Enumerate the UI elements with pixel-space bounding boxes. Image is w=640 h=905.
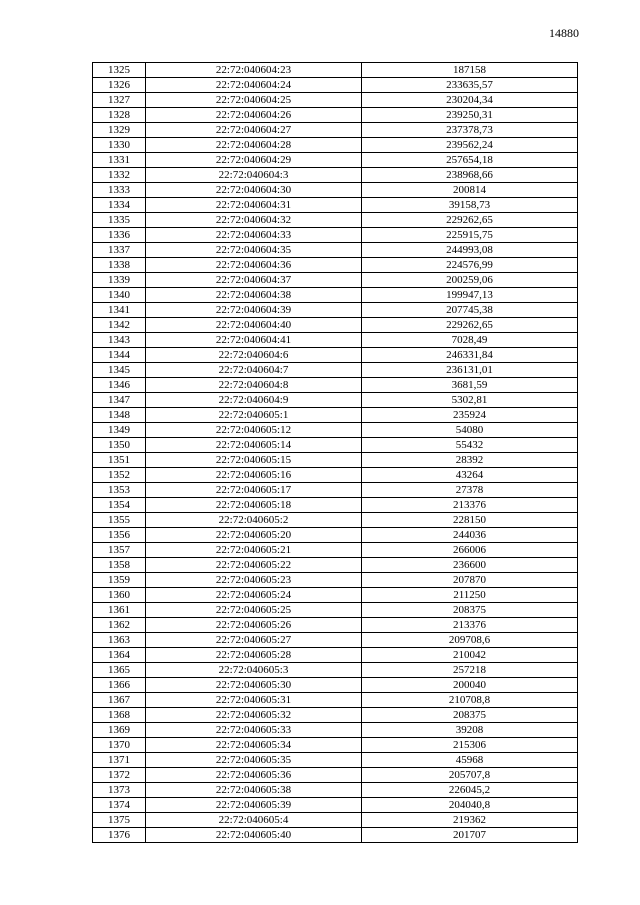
table-row — [93, 468, 578, 483]
row-number-cell: 1340 — [93, 288, 146, 303]
table-row — [93, 363, 578, 378]
table-row — [93, 768, 578, 783]
cadastral-number-cell: 22:72:040605:33 — [146, 723, 362, 738]
cadastral-number-cell: 22:72:040604:33 — [146, 228, 362, 243]
row-number-cell: 1353 — [93, 483, 146, 498]
cadastral-number-cell: 22:72:040605:30 — [146, 678, 362, 693]
value-cell: 219362 — [362, 813, 578, 828]
cadastral-number-cell: 22:72:040604:9 — [146, 393, 362, 408]
value-cell: 204040,8 — [362, 798, 578, 813]
row-number-cell: 1350 — [93, 438, 146, 453]
value-cell: 236131,01 — [362, 363, 578, 378]
cadastral-number-cell: 22:72:040604:7 — [146, 363, 362, 378]
value-cell: 229262,65 — [362, 318, 578, 333]
table-row — [93, 738, 578, 753]
table-row — [93, 303, 578, 318]
value-cell: 246331,84 — [362, 348, 578, 363]
row-number-cell: 1335 — [93, 213, 146, 228]
table-row — [93, 648, 578, 663]
row-number-cell: 1352 — [93, 468, 146, 483]
table-row — [93, 273, 578, 288]
table-body — [93, 63, 578, 843]
table-row — [93, 513, 578, 528]
table-row — [93, 378, 578, 393]
cadastral-number-cell: 22:72:040605:34 — [146, 738, 362, 753]
cadastral-number-cell: 22:72:040604:39 — [146, 303, 362, 318]
row-number-cell: 1359 — [93, 573, 146, 588]
value-cell: 228150 — [362, 513, 578, 528]
table-row — [93, 828, 578, 843]
cadastral-number-cell: 22:72:040604:35 — [146, 243, 362, 258]
row-number-cell: 1345 — [93, 363, 146, 378]
value-cell: 244036 — [362, 528, 578, 543]
table-row — [93, 663, 578, 678]
cadastral-number-cell: 22:72:040604:28 — [146, 138, 362, 153]
value-cell: 215306 — [362, 738, 578, 753]
table-row — [93, 708, 578, 723]
value-cell: 54080 — [362, 423, 578, 438]
table-row — [93, 693, 578, 708]
row-number-cell: 1331 — [93, 153, 146, 168]
value-cell: 226045,2 — [362, 783, 578, 798]
cadastral-number-cell: 22:72:040605:26 — [146, 618, 362, 633]
table-row — [93, 453, 578, 468]
table-row — [93, 528, 578, 543]
cadastral-number-cell: 22:72:040604:40 — [146, 318, 362, 333]
cadastral-number-cell: 22:72:040605:12 — [146, 423, 362, 438]
row-number-cell: 1325 — [93, 63, 146, 78]
value-cell: 239562,24 — [362, 138, 578, 153]
row-number-cell: 1374 — [93, 798, 146, 813]
table-row — [93, 588, 578, 603]
table-row — [93, 153, 578, 168]
row-number-cell: 1363 — [93, 633, 146, 648]
cadastral-number-cell: 22:72:040604:29 — [146, 153, 362, 168]
row-number-cell: 1354 — [93, 498, 146, 513]
cadastral-number-cell: 22:72:040605:1 — [146, 408, 362, 423]
row-number-cell: 1369 — [93, 723, 146, 738]
cadastral-number-cell: 22:72:040605:38 — [146, 783, 362, 798]
cadastral-number-cell: 22:72:040604:8 — [146, 378, 362, 393]
cadastral-number-cell: 22:72:040604:26 — [146, 108, 362, 123]
value-cell: 213376 — [362, 618, 578, 633]
cadastral-number-cell: 22:72:040605:24 — [146, 588, 362, 603]
row-number-cell: 1344 — [93, 348, 146, 363]
row-number-cell: 1343 — [93, 333, 146, 348]
row-number-cell: 1356 — [93, 528, 146, 543]
value-cell: 43264 — [362, 468, 578, 483]
cadastral-number-cell: 22:72:040605:36 — [146, 768, 362, 783]
row-number-cell: 1351 — [93, 453, 146, 468]
row-number-cell: 1330 — [93, 138, 146, 153]
row-number-cell: 1337 — [93, 243, 146, 258]
value-cell: 187158 — [362, 63, 578, 78]
value-cell: 207745,38 — [362, 303, 578, 318]
cadastral-number-cell: 22:72:040604:25 — [146, 93, 362, 108]
cadastral-number-cell: 22:72:040605:14 — [146, 438, 362, 453]
table-row — [93, 93, 578, 108]
value-cell: 239250,31 — [362, 108, 578, 123]
table-row — [93, 138, 578, 153]
value-cell: 210708,8 — [362, 693, 578, 708]
cadastral-number-cell: 22:72:040604:36 — [146, 258, 362, 273]
row-number-cell: 1342 — [93, 318, 146, 333]
value-cell: 201707 — [362, 828, 578, 843]
row-number-cell: 1338 — [93, 258, 146, 273]
value-cell: 3681,59 — [362, 378, 578, 393]
table-row — [93, 618, 578, 633]
table-row — [93, 783, 578, 798]
row-number-cell: 1334 — [93, 198, 146, 213]
table-row — [93, 483, 578, 498]
table-row — [93, 63, 578, 78]
row-number-cell: 1361 — [93, 603, 146, 618]
table-row — [93, 213, 578, 228]
cadastral-number-cell: 22:72:040605:39 — [146, 798, 362, 813]
table-row — [93, 108, 578, 123]
table-row — [93, 348, 578, 363]
row-number-cell: 1364 — [93, 648, 146, 663]
row-number-cell: 1357 — [93, 543, 146, 558]
row-number-cell: 1348 — [93, 408, 146, 423]
value-cell: 238968,66 — [362, 168, 578, 183]
table-row — [93, 753, 578, 768]
table-row — [93, 798, 578, 813]
value-cell: 224576,99 — [362, 258, 578, 273]
table-row — [93, 498, 578, 513]
value-cell: 233635,57 — [362, 78, 578, 93]
table-row — [93, 123, 578, 138]
value-cell: 229262,65 — [362, 213, 578, 228]
value-cell: 28392 — [362, 453, 578, 468]
value-cell: 237378,73 — [362, 123, 578, 138]
table-row — [93, 438, 578, 453]
cadastral-number-cell: 22:72:040605:20 — [146, 528, 362, 543]
cadastral-number-cell: 22:72:040604:32 — [146, 213, 362, 228]
value-cell: 207870 — [362, 573, 578, 588]
row-number-cell: 1368 — [93, 708, 146, 723]
value-cell: 257218 — [362, 663, 578, 678]
cadastral-number-cell: 22:72:040605:40 — [146, 828, 362, 843]
cadastral-number-cell: 22:72:040604:3 — [146, 168, 362, 183]
cadastral-number-cell: 22:72:040605:3 — [146, 663, 362, 678]
table-row — [93, 633, 578, 648]
table-row — [93, 723, 578, 738]
value-cell: 266006 — [362, 543, 578, 558]
cadastral-number-cell: 22:72:040605:18 — [146, 498, 362, 513]
cadastral-number-cell: 22:72:040605:4 — [146, 813, 362, 828]
cadastral-number-cell: 22:72:040604:27 — [146, 123, 362, 138]
value-cell: 208375 — [362, 708, 578, 723]
cadastral-number-cell: 22:72:040605:25 — [146, 603, 362, 618]
row-number-cell: 1360 — [93, 588, 146, 603]
row-number-cell: 1376 — [93, 828, 146, 843]
value-cell: 5302,81 — [362, 393, 578, 408]
table-row — [93, 168, 578, 183]
cadastral-number-cell: 22:72:040605:21 — [146, 543, 362, 558]
table-row — [93, 423, 578, 438]
row-number-cell: 1366 — [93, 678, 146, 693]
value-cell: 236600 — [362, 558, 578, 573]
row-number-cell: 1355 — [93, 513, 146, 528]
table-row — [93, 603, 578, 618]
row-number-cell: 1373 — [93, 783, 146, 798]
row-number-cell: 1370 — [93, 738, 146, 753]
value-cell: 211250 — [362, 588, 578, 603]
cadastral-number-cell: 22:72:040604:30 — [146, 183, 362, 198]
value-cell: 55432 — [362, 438, 578, 453]
row-number-cell: 1375 — [93, 813, 146, 828]
cadastral-number-cell: 22:72:040604:41 — [146, 333, 362, 348]
value-cell: 45968 — [362, 753, 578, 768]
value-cell: 257654,18 — [362, 153, 578, 168]
value-cell: 244993,08 — [362, 243, 578, 258]
cadastral-number-cell: 22:72:040605:15 — [146, 453, 362, 468]
table-row — [93, 408, 578, 423]
table-row — [93, 78, 578, 93]
cadastral-number-cell: 22:72:040604:23 — [146, 63, 362, 78]
cadastral-number-cell: 22:72:040604:37 — [146, 273, 362, 288]
value-cell: 39208 — [362, 723, 578, 738]
value-cell: 209708,6 — [362, 633, 578, 648]
row-number-cell: 1349 — [93, 423, 146, 438]
page-number: 14880 — [549, 26, 579, 40]
cadastral-number-cell: 22:72:040605:35 — [146, 753, 362, 768]
row-number-cell: 1336 — [93, 228, 146, 243]
row-number-cell: 1358 — [93, 558, 146, 573]
value-cell: 200040 — [362, 678, 578, 693]
cadastral-number-cell: 22:72:040605:2 — [146, 513, 362, 528]
table-row — [93, 243, 578, 258]
cadastral-number-cell: 22:72:040604:24 — [146, 78, 362, 93]
value-cell: 230204,34 — [362, 93, 578, 108]
row-number-cell: 1346 — [93, 378, 146, 393]
table-row — [93, 393, 578, 408]
value-cell: 7028,49 — [362, 333, 578, 348]
row-number-cell: 1365 — [93, 663, 146, 678]
row-number-cell: 1328 — [93, 108, 146, 123]
cadastral-number-cell: 22:72:040605:27 — [146, 633, 362, 648]
value-cell: 200259,06 — [362, 273, 578, 288]
row-number-cell: 1332 — [93, 168, 146, 183]
cadastral-number-cell: 22:72:040604:38 — [146, 288, 362, 303]
table-row — [93, 333, 578, 348]
table-row — [93, 183, 578, 198]
row-number-cell: 1347 — [93, 393, 146, 408]
row-number-cell: 1333 — [93, 183, 146, 198]
value-cell: 39158,73 — [362, 198, 578, 213]
table-row — [93, 318, 578, 333]
table-row — [93, 573, 578, 588]
table-row — [93, 288, 578, 303]
value-cell: 205707,8 — [362, 768, 578, 783]
row-number-cell: 1341 — [93, 303, 146, 318]
cadastral-number-cell: 22:72:040605:23 — [146, 573, 362, 588]
value-cell: 27378 — [362, 483, 578, 498]
table-row — [93, 678, 578, 693]
row-number-cell: 1371 — [93, 753, 146, 768]
value-cell: 210042 — [362, 648, 578, 663]
cadastral-number-cell: 22:72:040605:16 — [146, 468, 362, 483]
table-row — [93, 258, 578, 273]
value-cell: 199947,13 — [362, 288, 578, 303]
cadastral-number-cell: 22:72:040604:31 — [146, 198, 362, 213]
row-number-cell: 1326 — [93, 78, 146, 93]
table-row — [93, 228, 578, 243]
value-cell: 225915,75 — [362, 228, 578, 243]
row-number-cell: 1367 — [93, 693, 146, 708]
row-number-cell: 1372 — [93, 768, 146, 783]
table-row — [93, 543, 578, 558]
data-table — [92, 62, 578, 843]
row-number-cell: 1329 — [93, 123, 146, 138]
table-row — [93, 813, 578, 828]
value-cell: 235924 — [362, 408, 578, 423]
cadastral-number-cell: 22:72:040605:28 — [146, 648, 362, 663]
cadastral-number-cell: 22:72:040604:6 — [146, 348, 362, 363]
cadastral-number-cell: 22:72:040605:22 — [146, 558, 362, 573]
cadastral-number-cell: 22:72:040605:31 — [146, 693, 362, 708]
row-number-cell: 1327 — [93, 93, 146, 108]
table-row — [93, 198, 578, 213]
value-cell: 208375 — [362, 603, 578, 618]
cadastral-number-cell: 22:72:040605:17 — [146, 483, 362, 498]
value-cell: 200814 — [362, 183, 578, 198]
cadastral-number-cell: 22:72:040605:32 — [146, 708, 362, 723]
table-row — [93, 558, 578, 573]
row-number-cell: 1339 — [93, 273, 146, 288]
value-cell: 213376 — [362, 498, 578, 513]
row-number-cell: 1362 — [93, 618, 146, 633]
